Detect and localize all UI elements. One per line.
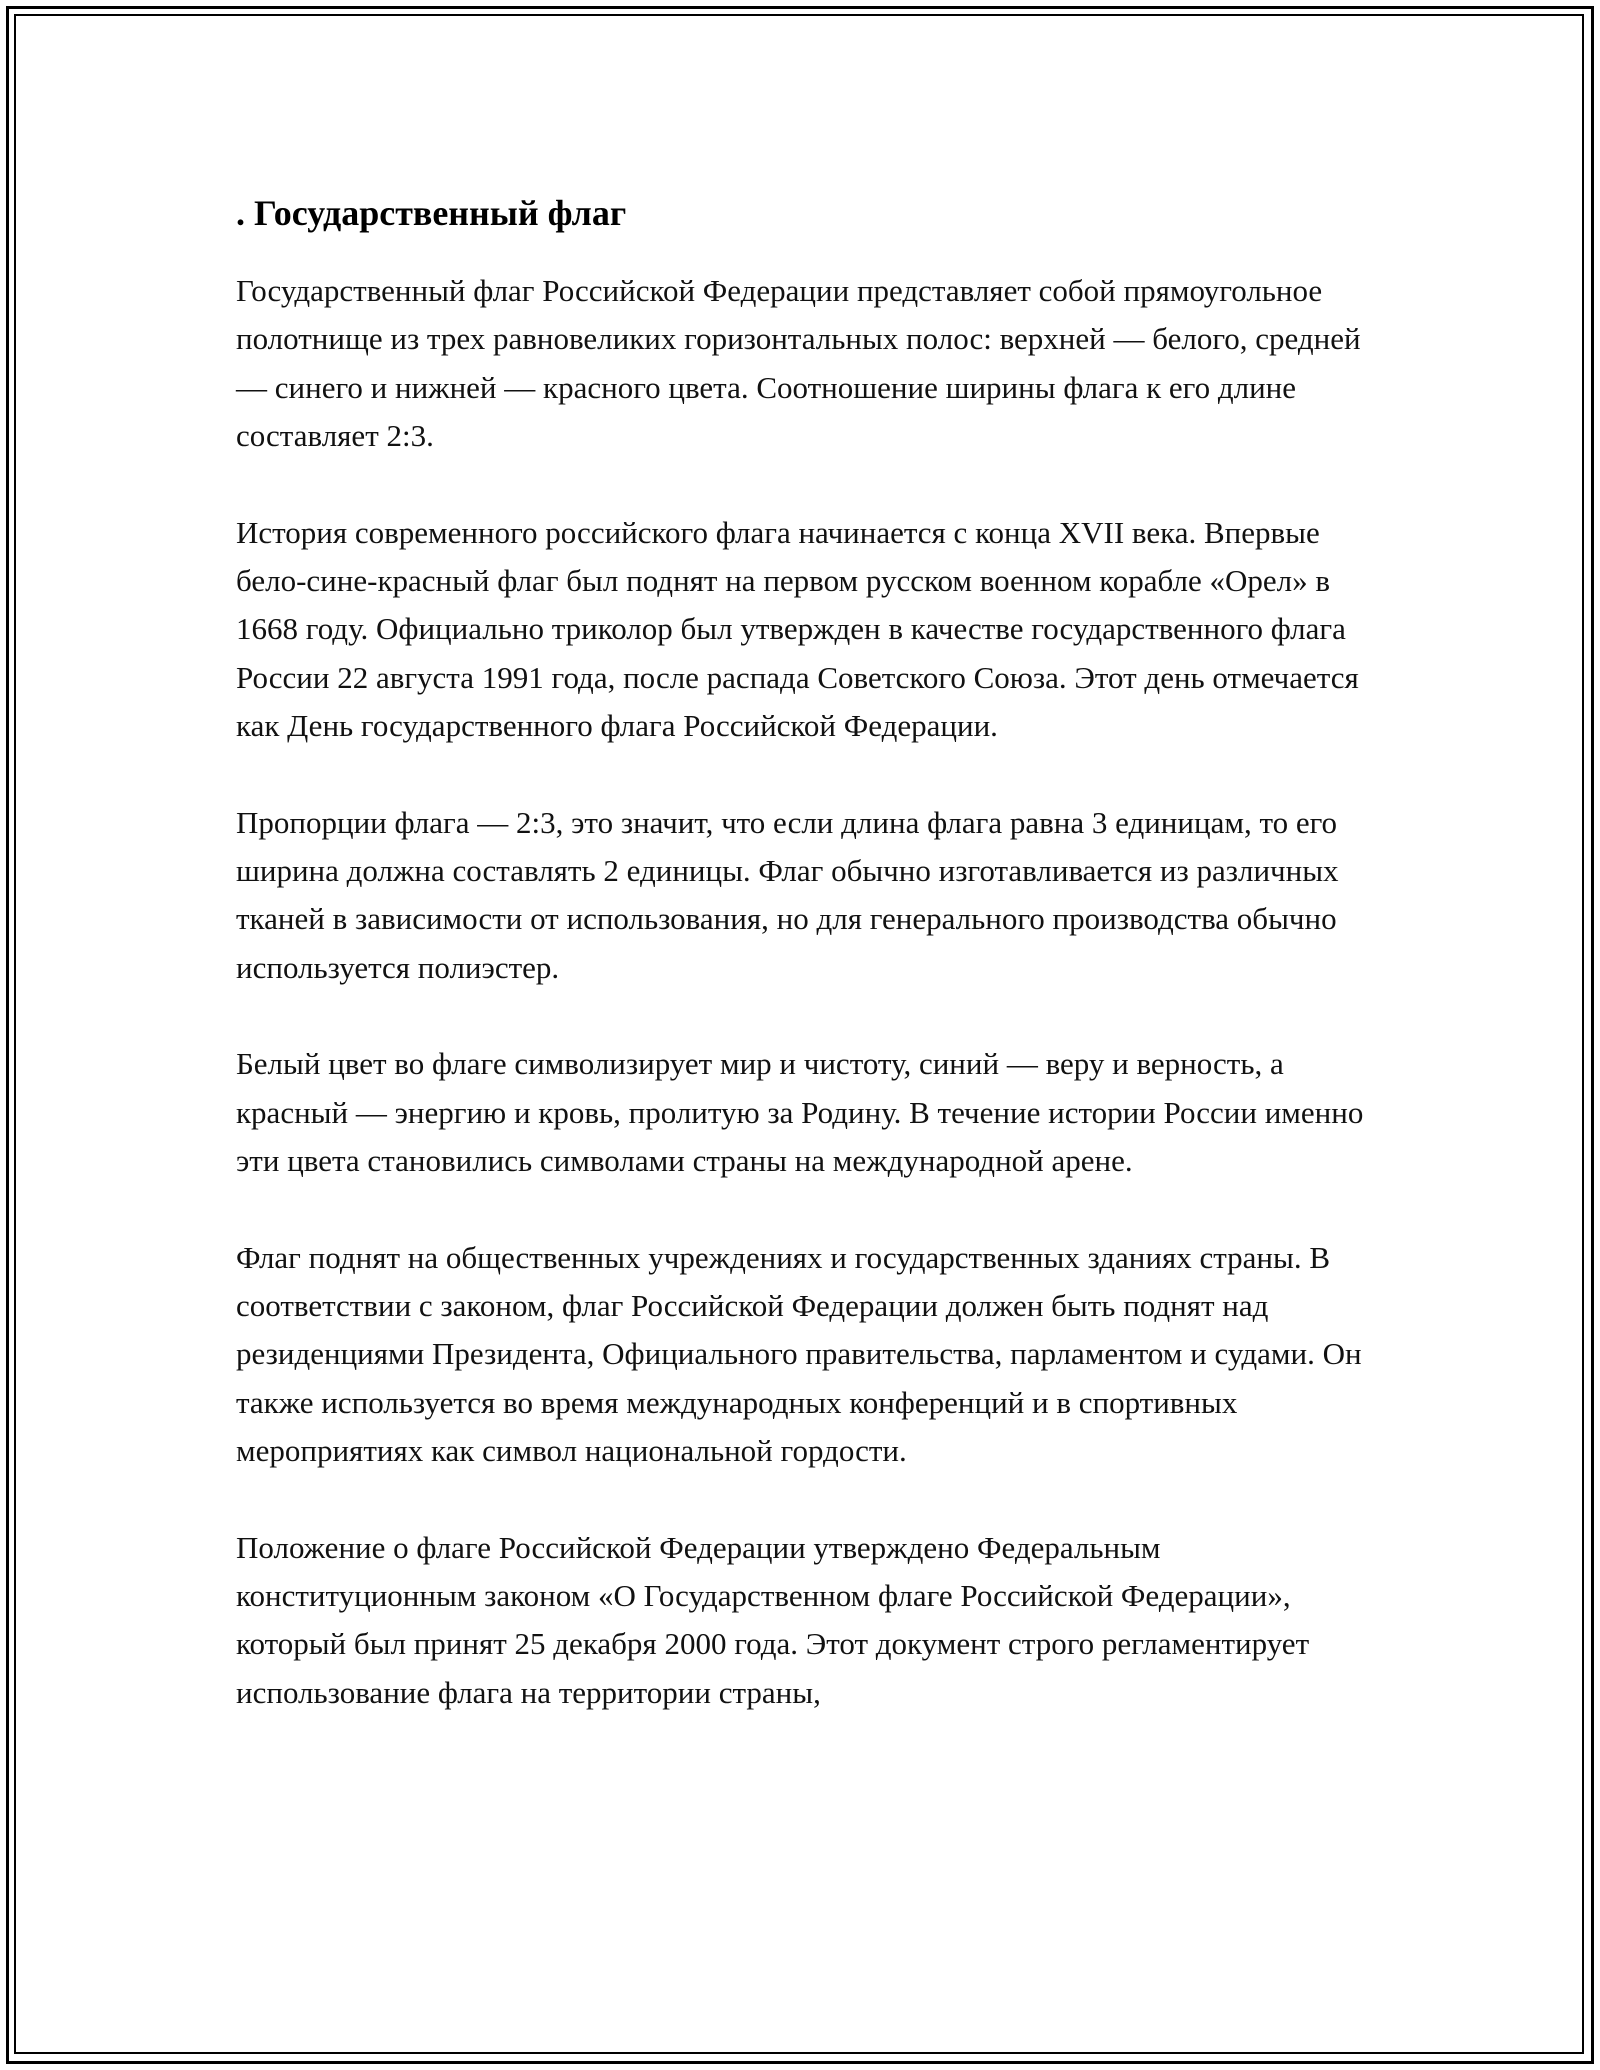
paragraph-flag-law: Положение о флаге Российской Федерации утверждено Федеральным конституционным законом «О Государственном флаге Российской Федерации», который был принят 25 декабря 2000 года. Этот документ строго регламентирует использование флага на территории страны,: [236, 1529, 1310, 1710]
document-page: [236, 185, 1366, 1765]
paragraph-flag-proportions: Пропорции флага — 2:3, это значит, что если длина флага равна 3 единицам, то его ширина должна составлять 2 единицы. Флаг обычно изготавливается из различных тканей в зависимости от использования, но для генерального производства обычно используется полиэстер.: [236, 804, 1339, 985]
section-heading: . Государственный флаг: [236, 193, 627, 233]
paragraph-flag-history: История современного российского флага начинается с конца XVII века. Впервые бело-сине-красный флаг был поднят на первом русском военном корабле «Орел» в 1668 году. Официально триколор был утвержден в качестве государственного флага России 22 августа 1991 года, после распада Советского Союза. Этот день отмечается как День государственного флага Российской Федерации.: [236, 514, 1359, 744]
paragraph-flag-colors: Белый цвет во флаге символизирует мир и чистоту, синий — веру и верность, а красный — энергию и кровь, пролитую за Родину. В течение истории России именно эти цвета становились символами страны на международной арене.: [236, 1046, 1364, 1179]
paragraph-flag-usage: Флаг поднят на общественных учреждениях и государственных зданиях страны. В соответствии с законом, флаг Российской Федерации должен быть поднят над резиденциями Президента, Официального правительства, парламентом и судами. Он также используется во время международных конференций и в спортивных мероприятиях как символ национальной гордости.: [236, 1239, 1362, 1469]
paragraph-flag-description: Государственный флаг Российской Федерации представляет собой прямоугольное полотнище из трех равновеликих горизонтальных полос: верхней — белого, средней — синего и нижней — красного цвета. Соотношение ширины флага к его длине составляет 2:3.: [236, 273, 1361, 454]
